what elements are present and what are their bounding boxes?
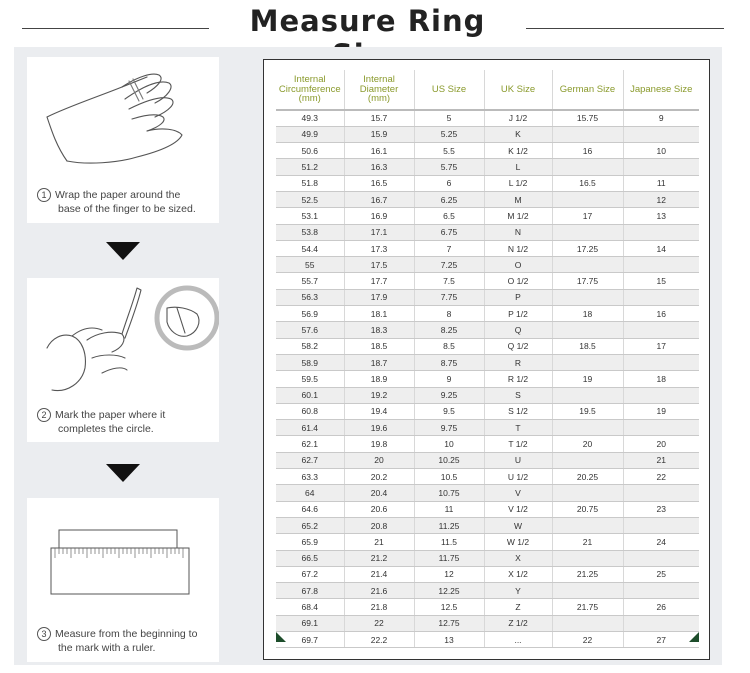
column-header-line: Japanese Size (630, 83, 693, 95)
table-cell: 20.6 (344, 501, 414, 517)
table-cell: 15.9 (344, 126, 414, 142)
table-row (276, 126, 699, 142)
table-cell: 23 (623, 501, 699, 517)
column-header-line: Circumference (278, 83, 341, 95)
table-cell: R (484, 354, 552, 370)
table-cell: 61.4 (276, 420, 344, 436)
step-2-number: 2 (37, 408, 51, 422)
table-cell: 55.7 (276, 273, 344, 289)
table-cell (552, 485, 623, 501)
table-cell: 10 (414, 436, 484, 452)
table-row (276, 469, 699, 485)
table-cell: 19.8 (344, 436, 414, 452)
table-cell (552, 452, 623, 468)
table-cell: 69.7 (276, 632, 344, 648)
table-cell: 60.1 (276, 387, 344, 403)
table-cell: 57.6 (276, 322, 344, 338)
step-2-line1: Mark the paper where it (55, 409, 166, 421)
table-cell: M (484, 191, 552, 207)
table-header (276, 70, 699, 110)
table-cell: 65.2 (276, 517, 344, 533)
table-cell: 68.4 (276, 599, 344, 615)
table-cell (552, 191, 623, 207)
table-cell: W 1/2 (484, 534, 552, 550)
table-cell: X (484, 550, 552, 566)
table-cell: X 1/2 (484, 566, 552, 582)
table-row (276, 517, 699, 533)
table-row (276, 371, 699, 387)
table-cell: 25 (623, 566, 699, 582)
table-row (276, 159, 699, 175)
table-cell: 13 (414, 632, 484, 648)
table-cell: 17.9 (344, 289, 414, 305)
table-cell: 21 (344, 534, 414, 550)
table-cell: 12 (623, 191, 699, 207)
table-cell (623, 354, 699, 370)
table-cell: 20.25 (552, 469, 623, 485)
table-row (276, 224, 699, 240)
step-1-line1: Wrap the paper around the (55, 189, 181, 201)
column-header (414, 70, 484, 110)
table-cell: 6.5 (414, 208, 484, 224)
table-cell: 17.75 (552, 273, 623, 289)
table-cell (552, 420, 623, 436)
table-row (276, 583, 699, 599)
table-cell (623, 159, 699, 175)
step-1-caption (37, 188, 215, 216)
table-cell: 20.4 (344, 485, 414, 501)
table-row (276, 534, 699, 550)
table-cell: 11 (414, 501, 484, 517)
table-cell: 7.25 (414, 257, 484, 273)
table-cell: 24 (623, 534, 699, 550)
column-header-line: UK Size (500, 83, 536, 95)
column-header-line: German Size (559, 83, 616, 95)
table-cell: 19 (623, 403, 699, 419)
column-header (276, 70, 344, 110)
table-cell: 16.3 (344, 159, 414, 175)
table-cell: 17.1 (344, 224, 414, 240)
table-cell: 26 (623, 599, 699, 615)
table-cell: S 1/2 (484, 403, 552, 419)
table-cell: Y (484, 583, 552, 599)
table-cell (623, 289, 699, 305)
table-row (276, 322, 699, 338)
table-cell: 53.8 (276, 224, 344, 240)
table-cell: T (484, 420, 552, 436)
table-cell: O (484, 257, 552, 273)
table-cell: 16.5 (344, 175, 414, 191)
table-cell: 7 (414, 240, 484, 256)
table-cell: S (484, 387, 552, 403)
down-arrow-icon (106, 242, 140, 260)
table-cell: 21.6 (344, 583, 414, 599)
table-cell (552, 354, 623, 370)
step-1-card (27, 57, 219, 223)
table-cell: 17 (623, 338, 699, 354)
table-cell (623, 485, 699, 501)
table-cell: 18.1 (344, 306, 414, 322)
table-cell: 51.2 (276, 159, 344, 175)
table-row (276, 632, 699, 648)
table-cell: 8.25 (414, 322, 484, 338)
table-cell: 6.25 (414, 191, 484, 207)
table-cell: 22 (344, 615, 414, 631)
step-2-card (27, 278, 219, 442)
table-cell: 12.75 (414, 615, 484, 631)
table-cell: 15 (623, 273, 699, 289)
table-cell: O 1/2 (484, 273, 552, 289)
table-cell: 20.75 (552, 501, 623, 517)
table-cell: 66.5 (276, 550, 344, 566)
ring-size-table (276, 70, 699, 648)
table-cell (623, 224, 699, 240)
table-cell (623, 583, 699, 599)
table-cell (552, 257, 623, 273)
table-cell: K 1/2 (484, 143, 552, 159)
table-cell: 60.8 (276, 403, 344, 419)
table-cell: Q 1/2 (484, 338, 552, 354)
table-cell: 56.3 (276, 289, 344, 305)
table-cell: 12.5 (414, 599, 484, 615)
step-3-line2: the mark with a ruler. (58, 642, 156, 654)
table-body (276, 110, 699, 648)
table-cell: 9.5 (414, 403, 484, 419)
table-cell: 22.2 (344, 632, 414, 648)
table-cell (623, 517, 699, 533)
table-cell (552, 387, 623, 403)
table-cell: 18.5 (552, 338, 623, 354)
table-cell: 7.5 (414, 273, 484, 289)
table-cell: 12.25 (414, 583, 484, 599)
column-header-line: Internal (293, 74, 326, 86)
table-cell: 62.7 (276, 452, 344, 468)
table-cell: V (484, 485, 552, 501)
table-cell: 18.7 (344, 354, 414, 370)
table-cell: 5.5 (414, 143, 484, 159)
table-cell: 6.75 (414, 224, 484, 240)
table-cell: 7.75 (414, 289, 484, 305)
table-cell (552, 224, 623, 240)
step-3-number: 3 (37, 627, 51, 641)
table-cell: 20.2 (344, 469, 414, 485)
column-header-line: (mm) (298, 93, 321, 105)
table-cell: Z 1/2 (484, 615, 552, 631)
table-cell: 19.6 (344, 420, 414, 436)
table-cell: 8.75 (414, 354, 484, 370)
table-cell: 67.2 (276, 566, 344, 582)
title-rule-left (22, 28, 209, 29)
table-cell: M 1/2 (484, 208, 552, 224)
table-cell (623, 257, 699, 273)
column-header-line: Diameter (359, 83, 399, 95)
table-cell (552, 322, 623, 338)
table-cell: ... (484, 632, 552, 648)
table-cell: 51.8 (276, 175, 344, 191)
table-cell (623, 615, 699, 631)
table-cell: 16 (623, 306, 699, 322)
step-3-card (27, 498, 219, 662)
table-cell (552, 126, 623, 142)
table-cell (552, 517, 623, 533)
table-cell (552, 583, 623, 599)
table-row (276, 387, 699, 403)
table-cell: 65.9 (276, 534, 344, 550)
table-cell: 20 (552, 436, 623, 452)
table-cell: 21 (552, 534, 623, 550)
table-cell: N 1/2 (484, 240, 552, 256)
table-cell: W (484, 517, 552, 533)
table-cell: 11.5 (414, 534, 484, 550)
table-cell: 63.3 (276, 469, 344, 485)
column-header-line: US Size (431, 83, 467, 95)
column-header (484, 70, 552, 110)
table-cell: 56.9 (276, 306, 344, 322)
table-cell: 6 (414, 175, 484, 191)
table-cell: T 1/2 (484, 436, 552, 452)
table-cell: L (484, 159, 552, 175)
table-corner-decoration-right (689, 632, 699, 642)
table-cell: 17 (552, 208, 623, 224)
step-3-line1: Measure from the beginning to (55, 628, 198, 640)
table-cell: 52.5 (276, 191, 344, 207)
table-cell: 62.1 (276, 436, 344, 452)
table-cell: 27 (623, 632, 699, 648)
table-cell: 10.5 (414, 469, 484, 485)
table-cell: 21.4 (344, 566, 414, 582)
table-cell: 16.7 (344, 191, 414, 207)
table-cell (552, 615, 623, 631)
table-cell: J 1/2 (484, 110, 552, 126)
table-cell: 9 (623, 110, 699, 126)
table-cell: 19.2 (344, 387, 414, 403)
table-cell: 10.25 (414, 452, 484, 468)
table-cell: 13 (623, 208, 699, 224)
column-header (552, 70, 623, 110)
table-cell: 10.75 (414, 485, 484, 501)
table-cell: 19.5 (552, 403, 623, 419)
table-row (276, 338, 699, 354)
ring-size-table-frame (263, 59, 710, 660)
table-cell: 11.25 (414, 517, 484, 533)
table-cell: 15.75 (552, 110, 623, 126)
table-row (276, 257, 699, 273)
table-row (276, 208, 699, 224)
table-cell: U (484, 452, 552, 468)
table-cell: 22 (552, 632, 623, 648)
table-corner-decoration-left (276, 632, 286, 642)
table-cell: 17.25 (552, 240, 623, 256)
table-cell: 14 (623, 240, 699, 256)
table-cell (552, 159, 623, 175)
table-row (276, 452, 699, 468)
table-cell: 16 (552, 143, 623, 159)
step-2-caption (37, 408, 215, 436)
table-cell: 5.25 (414, 126, 484, 142)
title-row (0, 0, 750, 44)
down-arrow-icon (106, 464, 140, 482)
table-cell: 58.9 (276, 354, 344, 370)
table-cell: 18.5 (344, 338, 414, 354)
table-cell: K (484, 126, 552, 142)
page-title: Measure Ring (249, 4, 486, 38)
column-header (344, 70, 414, 110)
table-cell: 21.2 (344, 550, 414, 566)
table-cell: 9.75 (414, 420, 484, 436)
table-cell: 22 (623, 469, 699, 485)
table-cell: 20.8 (344, 517, 414, 533)
table-cell: 67.8 (276, 583, 344, 599)
table-cell: L 1/2 (484, 175, 552, 191)
table-cell: 19.4 (344, 403, 414, 419)
table-cell: 11.75 (414, 550, 484, 566)
table-cell: Q (484, 322, 552, 338)
table-cell: 21.25 (552, 566, 623, 582)
hand-wrap-paper-illustration (27, 57, 219, 182)
table-cell: 21 (623, 452, 699, 468)
table-cell: 12 (414, 566, 484, 582)
table-cell: N (484, 224, 552, 240)
table-cell (623, 126, 699, 142)
table-cell (552, 550, 623, 566)
table-cell: P 1/2 (484, 306, 552, 322)
step-1-number: 1 (37, 188, 51, 202)
column-header-line: Internal (363, 74, 395, 86)
table-row (276, 306, 699, 322)
table-cell: 16.5 (552, 175, 623, 191)
hands-marking-paper-illustration (27, 278, 219, 403)
table-cell: 54.4 (276, 240, 344, 256)
table-cell (623, 387, 699, 403)
table-row (276, 599, 699, 615)
table-cell: 18.9 (344, 371, 414, 387)
table-cell: 18.3 (344, 322, 414, 338)
title-rule-right (526, 28, 724, 29)
column-header-line: (mm) (367, 93, 391, 105)
table-cell: 16.1 (344, 143, 414, 159)
table-cell (623, 420, 699, 436)
table-cell: 55 (276, 257, 344, 273)
table-cell (552, 289, 623, 305)
table-cell: R 1/2 (484, 371, 552, 387)
table-cell: 59.5 (276, 371, 344, 387)
table-cell: V 1/2 (484, 501, 552, 517)
table-row (276, 615, 699, 631)
table-cell: 16.9 (344, 208, 414, 224)
table-row (276, 110, 699, 126)
table-row (276, 566, 699, 582)
table-cell: 58.2 (276, 338, 344, 354)
table-cell: 21.75 (552, 599, 623, 615)
table-cell: 5.75 (414, 159, 484, 175)
step-3-caption (37, 627, 215, 655)
table-cell: 9.25 (414, 387, 484, 403)
table-cell: Z (484, 599, 552, 615)
table-row (276, 436, 699, 452)
table-row (276, 354, 699, 370)
table-cell: 50.6 (276, 143, 344, 159)
table-row (276, 143, 699, 159)
table-cell: 19 (552, 371, 623, 387)
table-row (276, 240, 699, 256)
table-row (276, 289, 699, 305)
table-cell: P (484, 289, 552, 305)
table-cell: 17.3 (344, 240, 414, 256)
table-cell: 20 (344, 452, 414, 468)
table-cell: 49.9 (276, 126, 344, 142)
table-cell: 69.1 (276, 615, 344, 631)
table-cell (623, 550, 699, 566)
ruler-measure-illustration (27, 498, 219, 623)
table-row (276, 403, 699, 419)
step-1-line2: base of the finger to be sized. (58, 203, 196, 215)
table-cell: 5 (414, 110, 484, 126)
table-row (276, 485, 699, 501)
table-cell: 18 (552, 306, 623, 322)
table-cell: 64 (276, 485, 344, 501)
table-cell: 64.6 (276, 501, 344, 517)
table-row (276, 550, 699, 566)
table-cell: 53.1 (276, 208, 344, 224)
table-cell: 20 (623, 436, 699, 452)
table-cell: 18 (623, 371, 699, 387)
table-cell: 8.5 (414, 338, 484, 354)
table-cell: U 1/2 (484, 469, 552, 485)
table-cell: 9 (414, 371, 484, 387)
table-cell: 21.8 (344, 599, 414, 615)
table-cell: 11 (623, 175, 699, 191)
table-cell: 49.3 (276, 110, 344, 126)
table-row (276, 420, 699, 436)
table-cell: 10 (623, 143, 699, 159)
column-header (623, 70, 699, 110)
table-cell: 8 (414, 306, 484, 322)
table-cell: 15.7 (344, 110, 414, 126)
step-2-line2: completes the circle. (58, 423, 154, 435)
table-cell (623, 322, 699, 338)
table-row (276, 191, 699, 207)
table-row (276, 175, 699, 191)
table-cell: 17.7 (344, 273, 414, 289)
table-row (276, 501, 699, 517)
table-row (276, 273, 699, 289)
table-cell: 17.5 (344, 257, 414, 273)
